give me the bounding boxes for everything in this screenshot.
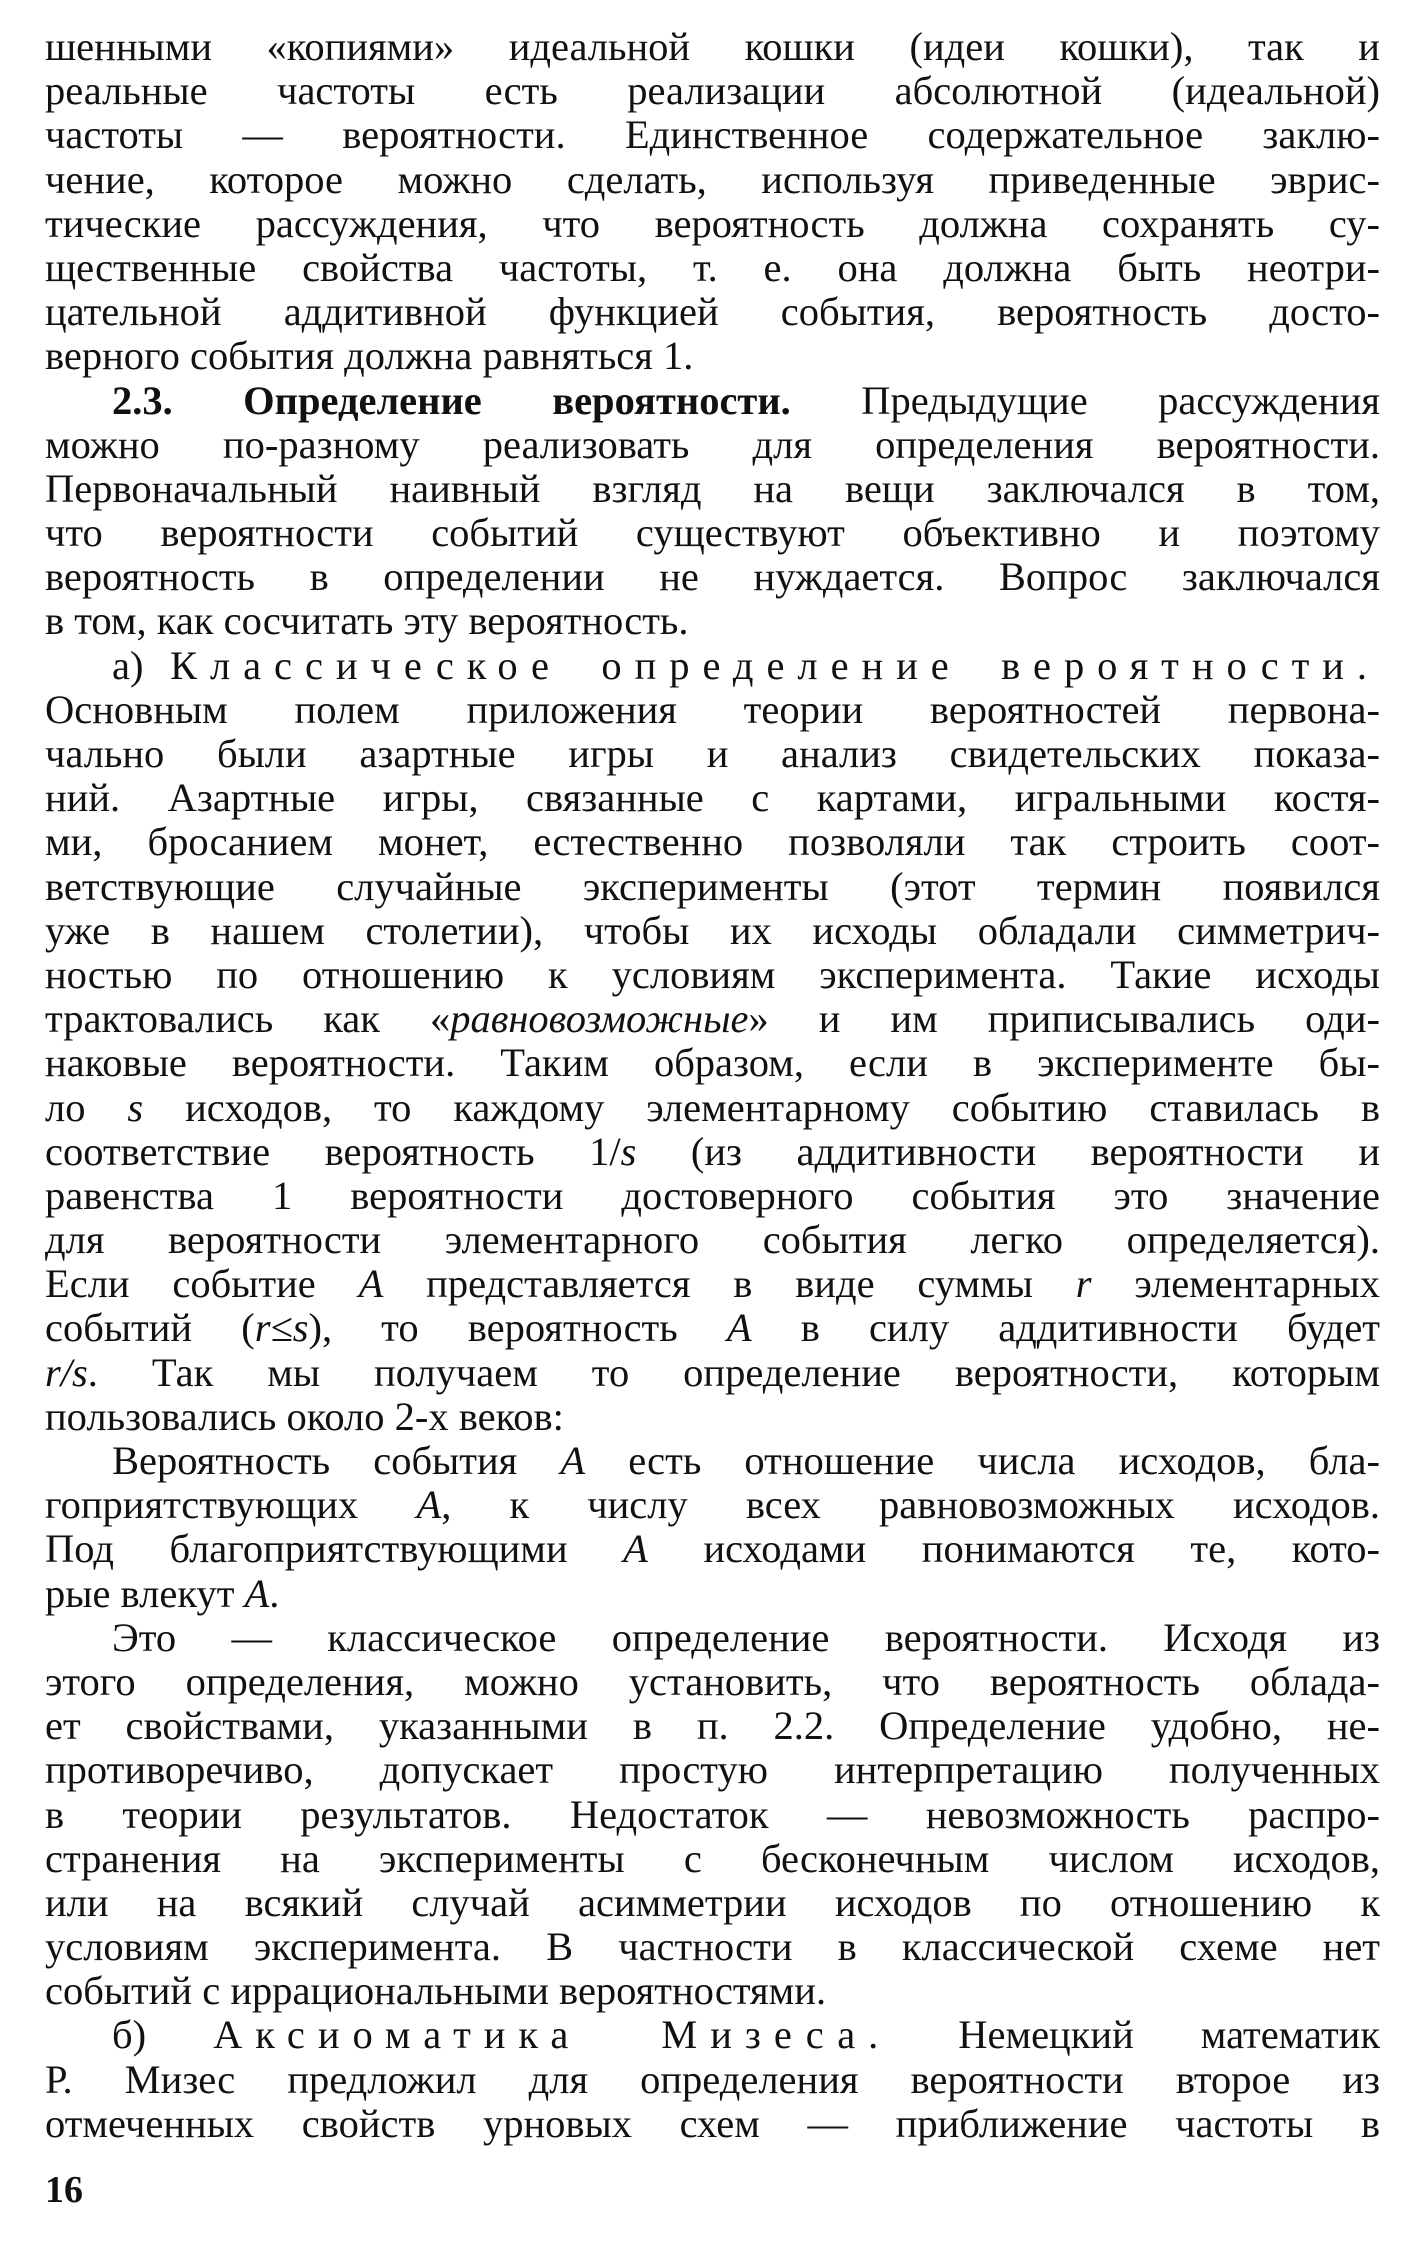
text-line: отмеченных свойств урновых схем — приближение частоты в	[45, 2100, 1380, 2146]
text-line: можно по-разному реализовать для определения вероятности.	[45, 421, 1380, 467]
text-fragment: рые влекут	[45, 1570, 245, 1616]
section-2-3	[45, 379, 1380, 644]
text-line: или на всякий случай асимметрии исходов по отношению к	[45, 1879, 1380, 1925]
text-line: Это — классическое определение вероятности. Исходя из	[112, 1614, 1380, 1660]
text-line: событий с иррациональными вероятностями.	[45, 1968, 827, 2014]
text-fragment: ло	[45, 1084, 128, 1130]
math-symbol: A	[726, 1305, 752, 1351]
text-line: равенства 1 вероятности достоверного события это значение	[45, 1172, 1380, 1218]
text-fragment: событий (	[45, 1305, 255, 1351]
text-line: верного события должна равняться 1.	[45, 333, 694, 379]
definition-block	[45, 1439, 1380, 1616]
text-line: чально были азартные игры и анализ свидетельских показа-	[45, 731, 1380, 776]
text-line	[45, 1086, 1380, 1130]
text-fragment: Под благоприятствующими	[45, 1526, 624, 1572]
text-line	[45, 1306, 1380, 1350]
text-fragment: Если событие	[45, 1261, 359, 1307]
subsection-mises-axiomatics	[45, 2013, 1380, 2146]
text-line	[45, 1527, 1380, 1571]
text-line: реальные частоты есть реализации абсолютной (идеальной)	[45, 68, 1380, 114]
text-line: чение, которое можно сделать, используя приведенные эврис-	[45, 156, 1380, 202]
text-line	[45, 1130, 1380, 1174]
text-fragment: исходов, то каждому элементарному событию ставилась в	[143, 1084, 1380, 1130]
page-text	[45, 25, 1380, 2146]
text-line: противоречиво, допускает простую интерпретацию полученных	[45, 1747, 1380, 1793]
text-fragment: элементарных	[1091, 1261, 1380, 1307]
text-fragment: . Так мы получаем то определение вероятности, которым	[87, 1349, 1380, 1395]
math-symbol: A	[416, 1482, 442, 1528]
text-fragment: Предыдущие рассуждения	[861, 377, 1381, 423]
text-fragment: исходами понимаются те, кото-	[647, 1526, 1381, 1572]
text-line: Первоначальный наивный взгляд на вещи заключался в том,	[45, 465, 1380, 511]
text-fragment: соответствие вероятность 1/	[45, 1128, 621, 1174]
text-line: ний. Азартные игры, связанные с картами, игральными костя-	[45, 775, 1380, 821]
text-line: странения на эксперименты с бесконечным числом исходов,	[45, 1835, 1380, 1881]
paragraph	[45, 1616, 1380, 2014]
math-symbol: A	[560, 1438, 586, 1483]
subsection-heading: Классическое определение вероятности.	[169, 642, 1381, 688]
math-expression: r≤s	[254, 1305, 309, 1351]
math-symbol: A	[623, 1526, 648, 1572]
subsection-heading: Аксиоматика Мизеса.	[213, 2012, 892, 2058]
page-number: 16	[45, 2169, 83, 2211]
text-line: вероятность в определении не нуждается. Вопрос заключался	[45, 554, 1380, 600]
text-fragment: есть отношение числа исходов, бла-	[585, 1438, 1380, 1483]
text-line: Основным полем приложения теории вероятностей первона-	[45, 686, 1380, 732]
text-line: в том, как сосчитать эту вероятность.	[45, 598, 689, 644]
subsection-first-line	[45, 644, 1380, 688]
text-line	[45, 1262, 1380, 1306]
math-symbol: s	[127, 1084, 144, 1130]
subsection-label: б)	[112, 2012, 147, 2058]
text-fragment: , к числу всех равновозможных исходов.	[441, 1482, 1380, 1528]
text-line: ет свойствами, указанными в п. 2.2. Определение удобно, не-	[45, 1703, 1380, 1749]
text-line: уже в нашем столетии), чтобы их исходы обладали симметрич-	[45, 907, 1380, 953]
paragraph-continuation	[45, 25, 1380, 379]
section-first-line	[45, 379, 1380, 423]
text-line: этого определения, можно установить, что вероятность облада-	[45, 1658, 1380, 1704]
text-line: в теории результатов. Недостаток — невозможность распро-	[45, 1791, 1380, 1837]
subsection-first-line	[45, 2013, 1380, 2057]
text-line	[45, 997, 1380, 1041]
text-line	[45, 1483, 1380, 1527]
text-fragment: представляется в виде суммы	[383, 1261, 1076, 1307]
text-line: шенными «копиями» идеальной кошки (идеи кошки), так и	[45, 24, 1380, 69]
math-symbol: A	[358, 1261, 384, 1307]
text-fragment: (из аддитивности вероятности и	[636, 1128, 1381, 1174]
text-line: ностью по отношению к условиям эксперимента. Такие исходы	[45, 951, 1380, 997]
text-line: цательной аддитивной функцией события, вероятность досто-	[45, 289, 1380, 335]
math-symbol: s	[620, 1128, 637, 1174]
text-line: тические рассуждения, что вероятность должна сохранять су-	[45, 200, 1380, 246]
text-line: пользовались около 2-х веков:	[45, 1393, 564, 1439]
italic-term: равновозможные	[450, 996, 749, 1042]
text-fragment: Вероятность события	[112, 1438, 561, 1483]
text-line	[45, 1351, 1380, 1395]
text-line: наковые вероятности. Таким образом, если в эксперименте бы-	[45, 1040, 1380, 1086]
text-fragment: в силу аддитивности будет	[751, 1305, 1380, 1351]
text-line: частоты — вероятности. Единственное содержательное заклю-	[45, 112, 1380, 158]
math-expression: r/s	[45, 1349, 88, 1395]
text-line: щественные свойства частоты, т. е. она должна быть неотри-	[45, 244, 1380, 290]
text-line	[45, 1439, 1380, 1483]
subsection-label: а)	[112, 642, 144, 688]
text-line: Р. Мизес предложил для определения вероятности второе из	[45, 2056, 1380, 2102]
text-line: ми, бросанием монет, естественно позволяли так строить соот-	[45, 819, 1380, 865]
text-fragment: ), то вероятность	[308, 1305, 727, 1351]
math-symbol: r	[1075, 1261, 1092, 1307]
text-fragment: гоприятствующих	[45, 1482, 417, 1528]
text-line: условиям эксперимента. В частности в классической схеме нет	[45, 1924, 1380, 1970]
text-line: что вероятности событий существуют объективно и поэтому	[45, 510, 1380, 556]
math-symbol: A	[244, 1570, 270, 1616]
section-heading: 2.3. Определение вероятности.	[112, 377, 791, 423]
subsection-classical-definition	[45, 644, 1380, 1439]
text-line	[45, 1572, 1380, 1616]
text-line: для вероятности элементарного события легко определяется).	[45, 1217, 1380, 1263]
text-line: ветствующие случайные эксперименты (этот термин появился	[45, 863, 1380, 909]
text-fragment: .	[269, 1570, 280, 1616]
text-fragment: Немецкий математик	[958, 2012, 1380, 2058]
text-fragment: трактовались как «	[45, 996, 451, 1042]
text-fragment: » и им приписывались оди-	[748, 996, 1380, 1042]
